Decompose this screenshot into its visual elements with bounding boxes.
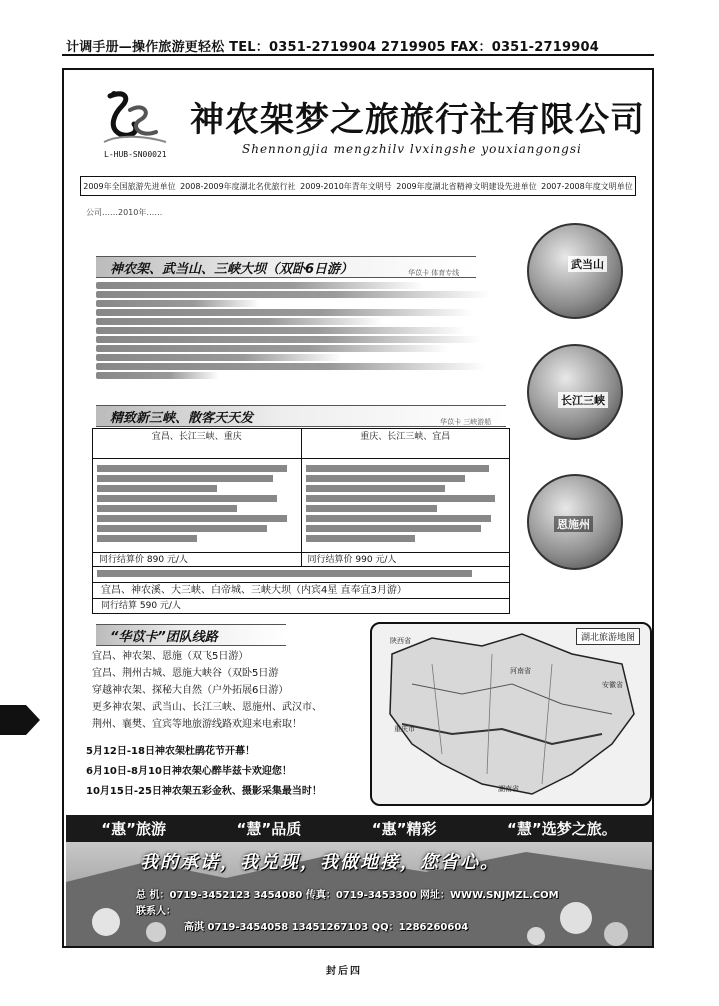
map-label: 河南省 xyxy=(510,667,531,675)
list-item: 宜昌、荆州古城、恩施大峡谷（双卧5日游 xyxy=(92,668,279,679)
contact-line: 高淇 0719-3454058 13451267103 QQ：1286260604 xyxy=(184,922,469,933)
pledge-text: 我的承诺，我兑现，我做地接，您省心。 xyxy=(140,852,500,873)
itinerary-line xyxy=(96,309,473,316)
route3-price: 同行结算 590 元/人 xyxy=(101,601,181,611)
table-body-row xyxy=(93,459,509,553)
event-item: 5月12日-18日神农架杜鹃花节开幕！ xyxy=(86,746,255,757)
map-title: 湖北旅游地图 xyxy=(576,628,640,645)
events-list xyxy=(86,742,366,802)
awards-strip xyxy=(80,176,636,196)
slogan-item: “惠”精彩 xyxy=(371,820,437,838)
table-cell xyxy=(301,459,510,552)
table-header-row xyxy=(93,429,509,459)
itinerary-line xyxy=(96,336,481,343)
list-item: 更多神农架、武当山、长江三峡、恩施州、武汉市、 xyxy=(92,702,322,713)
table-cell xyxy=(93,459,301,552)
route1-tag: 华苡卡 体育专线 xyxy=(408,269,460,277)
route1-banner: 神农架、武当山、三峡大坝（双卧6日游） xyxy=(96,256,476,278)
col1-head-text: 宜昌、长江三峡、重庆 xyxy=(151,432,242,442)
col1-price: 同行结算价 890 元/人 xyxy=(99,555,188,565)
itinerary-line xyxy=(96,345,449,352)
group-routes-list xyxy=(92,648,362,733)
map-label: 湖南省 xyxy=(498,785,519,793)
contact-line: 总 机：0719-3452123 3454080 传真：0719-3453300 网址：WWW.SNJMZL.COM xyxy=(136,890,559,901)
itinerary-line xyxy=(96,327,465,334)
map-label: 安徽省 xyxy=(602,681,623,689)
list-item: 宜昌、神农架、恩施（双飞5日游） xyxy=(92,651,249,662)
hubei-map xyxy=(370,622,652,806)
table-col-head xyxy=(301,429,510,458)
page-tab-arrow-icon xyxy=(0,705,40,735)
list-item: 荆州、襄樊、宜宾等地旅游线路欢迎来电索取！ xyxy=(92,719,302,730)
col2-price: 同行结算价 990 元/人 xyxy=(301,553,510,566)
license-code: L-HUB-SN00021 xyxy=(104,150,167,159)
slogan-item: “慧”选梦之旅。 xyxy=(507,820,617,838)
route3-title: 宜昌、神农溪、大三峡、白帝城、三峡大坝（内宾4星 直奉宜3月游） xyxy=(93,583,509,599)
group-routes-banner: “华苡卡”团队线路 xyxy=(96,624,286,646)
contact-line: 联系人： xyxy=(136,906,176,917)
company-intro: 公司……2010年…… xyxy=(86,208,163,217)
col2-head-text: 重庆、长江三峡、宜昌 xyxy=(360,432,451,442)
map-label: 陕西省 xyxy=(390,637,411,645)
company-logo-icon xyxy=(100,88,170,150)
photo-label: 武当山 xyxy=(568,256,607,272)
itinerary-line xyxy=(96,354,342,361)
route2-banner: 精致新三峡、散客天天发 xyxy=(96,405,506,427)
itinerary-line xyxy=(96,318,383,325)
photo-label: 恩施州 xyxy=(554,516,593,532)
page-number: 封后四 xyxy=(326,966,362,977)
map-shape-icon xyxy=(372,624,652,806)
map-label: 重庆市 xyxy=(394,725,415,733)
cruise-table xyxy=(92,428,510,614)
award-item: 2009-2010年青年文明号 xyxy=(300,181,392,191)
header-contact-line: 计调手册—操作旅游更轻松 TEL：0351-2719904 2719905 FAX：0351-2719904 xyxy=(66,40,599,55)
table-price-row xyxy=(93,553,509,567)
company-name: 神农架梦之旅旅行社有限公司 xyxy=(190,100,645,140)
itinerary-line xyxy=(96,291,490,298)
route2-tag: 华苡卡 三峡游船 xyxy=(440,418,492,426)
photo-label: 长江三峡 xyxy=(558,392,608,408)
award-item: 2009年全国旅游先进单位 xyxy=(83,181,176,191)
company-pinyin: Shennongjia mengzhilv lvxingshe youxiangongsi xyxy=(242,142,582,156)
award-item: 2008-2009年度湖北名优旅行社 xyxy=(180,181,296,191)
table-col-head xyxy=(93,429,301,458)
slogan-item: “慧”品质 xyxy=(236,820,302,838)
itinerary-line xyxy=(96,363,486,370)
award-item: 2009年度湖北省精神文明建设先进单位 xyxy=(396,181,537,191)
award-item: 2007-2008年度文明单位 xyxy=(541,181,633,191)
list-item: 穿越神农架、探秘大自然（户外拓展6日游） xyxy=(92,685,289,696)
itinerary-line xyxy=(96,300,260,307)
slogan-bar xyxy=(66,815,652,842)
itinerary-line xyxy=(96,282,424,289)
event-item: 10月15日-25日神农架五彩金秋、摄影采集最当时！ xyxy=(86,786,322,797)
route1-itinerary xyxy=(96,280,506,400)
table-note xyxy=(93,567,509,583)
slogan-item: “惠”旅游 xyxy=(101,820,166,838)
itinerary-line xyxy=(96,372,219,379)
event-item: 6月10日-8月10日神农架心醉毕兹卡欢迎您！ xyxy=(86,766,292,777)
